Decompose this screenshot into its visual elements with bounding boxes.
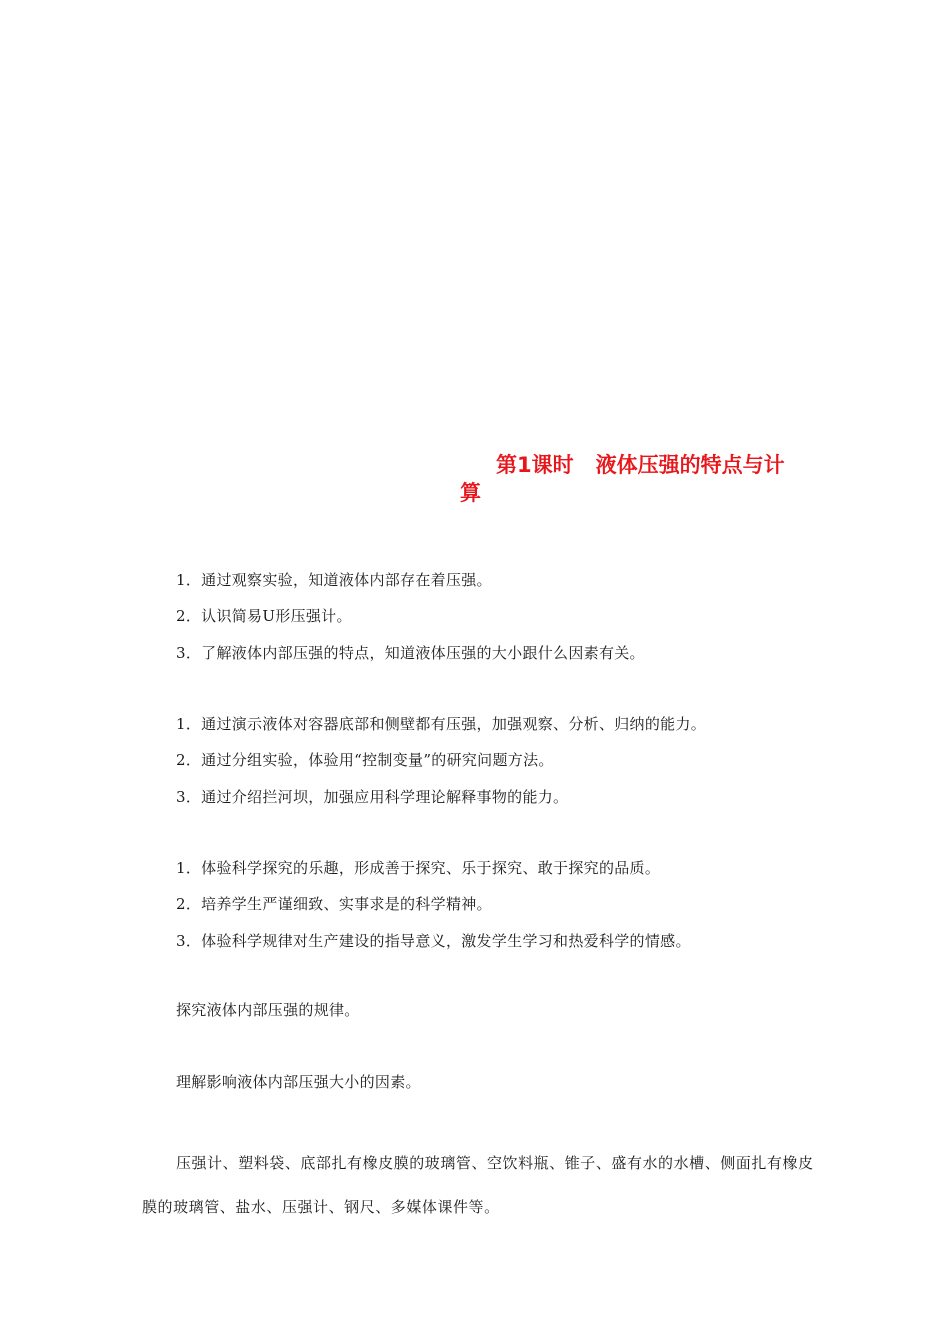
process-goal-item: 1．通过演示液体对容器底部和侧壁都有压强，加强观察、分析、归纳的能力。 (176, 715, 707, 733)
process-goal-item: 3．通过介绍拦河坝，加强应用科学理论解释事物的能力。 (176, 788, 569, 806)
knowledge-goal-item: 1．通过观察实验，知道液体内部存在着压强。 (176, 571, 492, 589)
materials-paragraph (142, 1141, 822, 1229)
key-point: 探究液体内部压强的规律。 (176, 1001, 360, 1019)
emotion-goal-item: 1．体验科学探究的乐趣，形成善于探究、乐于探究、敢于探究的品质。 (176, 859, 661, 877)
process-goal-item: 2．通过分组实验，体验用“控制变量”的研究问题方法。 (176, 751, 554, 769)
difficulty: 理解影响液体内部压强大小的因素。 (176, 1073, 421, 1091)
knowledge-goal-item: 2．认识简易U形压强计。 (176, 607, 352, 625)
lesson-title-line1 (460, 451, 820, 479)
lesson-topic: 液体压强的特点与计 (595, 453, 785, 477)
materials-text: 压强计、塑料袋、底部扎有橡皮膜的玻璃管、空饮料瓶、锥子、盛有水的水槽、侧面扎有橡皮膜的玻璃管、盐水、压强计、钢尺、多媒体课件等。 (142, 1154, 814, 1216)
lesson-title (460, 451, 820, 507)
lesson-number: 第1课时 (496, 453, 574, 477)
emotion-goal-item: 2．培养学生严谨细致、实事求是的科学精神。 (176, 895, 492, 913)
lesson-title-line2: 算 (460, 481, 481, 505)
emotion-goal-item: 3．体验科学规律对生产建设的指导意义，激发学生学习和热爱科学的情感。 (176, 932, 691, 950)
knowledge-goal-item: 3．了解液体内部压强的特点，知道液体压强的大小跟什么因素有关。 (176, 644, 645, 662)
